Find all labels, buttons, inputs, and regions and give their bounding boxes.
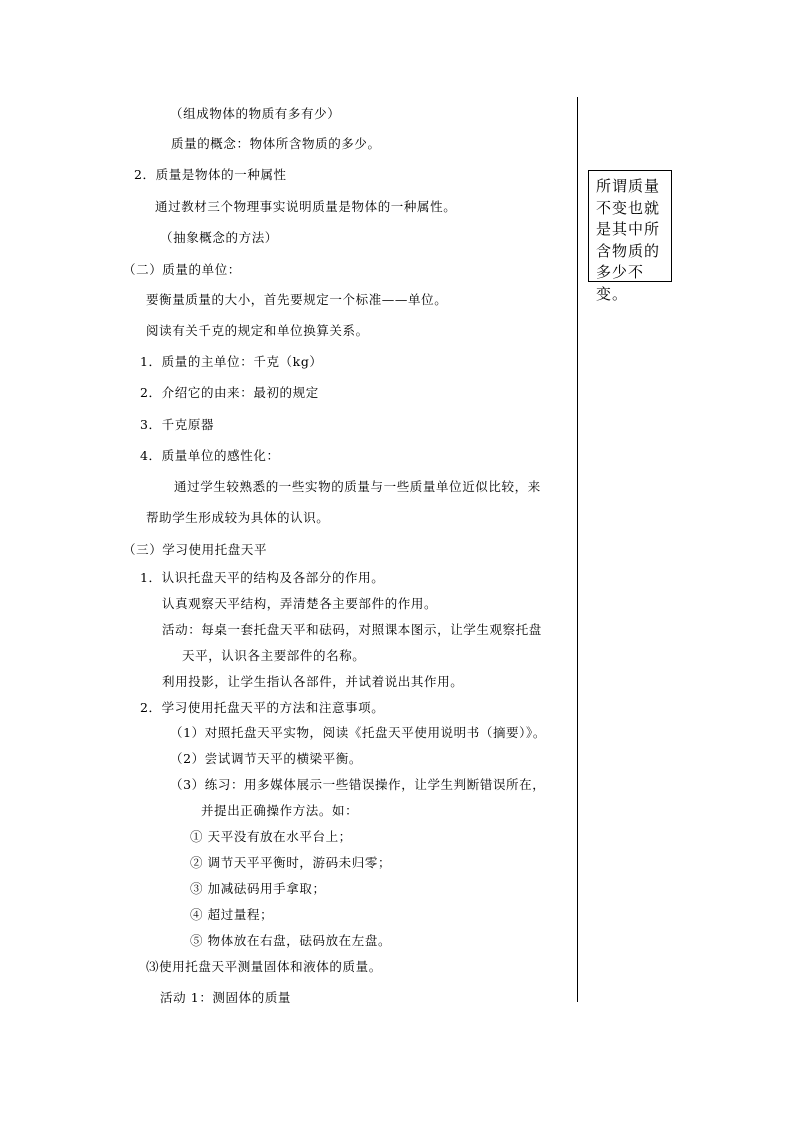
text-line: 通过教材三个物理事实说明质量是物体的一种属性。 [155,199,457,214]
text-line: ⑶使用托盘天平测量固体和液体的质量。 [146,959,382,974]
text-line: （组成物体的物质有多有少） [170,106,341,121]
text-line: （3）练习：用多媒体展示一些错误操作，让学生判断错误所在， [170,777,546,792]
text-line: 活动 1：测固体的质量 [160,990,292,1005]
text-line: 通过学生较熟悉的一些实物的质量与一些质量单位近似比较，来 [174,479,541,494]
text-line: 要衡量质量的大小，首先要规定一个标准——单位。 [146,292,448,307]
text-line: 2．介绍它的由来：最初的规定 [140,385,319,400]
text-line: （1）对照托盘天平实物，阅读《托盘天平使用说明书（摘要）》。 [170,725,546,740]
text-line: 活动：每桌一套托盘天平和砝码，对照课本图示，让学生观察托盘 [162,622,542,637]
text-line: 并提出正确操作方法。如： [201,803,359,818]
text-line: 认真观察天平结构，弄清楚各主要部件的作用。 [162,596,438,611]
text-line: 1．质量的主单位：千克（kg） [140,354,323,369]
text-line: 质量的概念：物体所含物质的多少。 [171,136,381,151]
text-line: 天平，认识各主要部件的名称。 [182,648,366,663]
list-item: ④ 超过量程； [190,907,274,922]
text-line: 3．千克原器 [140,417,215,432]
text-line: 2．质量是物体的一种属性 [134,167,287,182]
text-line: 2．学习使用托盘天平的方法和注意事项。 [140,700,385,715]
column-divider [577,97,578,1002]
list-item: ① 天平没有放在水平台上； [190,829,352,844]
section-heading: （二）质量的单位： [123,262,241,277]
text-line: 4．质量单位的感性化： [140,448,280,463]
text-line: 帮助学生形成较为具体的认识。 [146,510,330,525]
section-heading: （三）学习使用托盘天平 [123,542,268,557]
text-line: （抽象概念的方法） [160,230,278,245]
text-line: 1．认识托盘天平的结构及各部分的作用。 [140,570,385,585]
list-item: ② 调节天平平衡时，游码未归零； [190,855,392,870]
text-line: 利用投影，让学生指认各部件，并试着说出其作用。 [162,674,464,689]
text-line: （2）尝试调节天平的横梁平衡。 [170,751,362,766]
text-line: 阅读有关千克的规定和单位换算关系。 [146,323,369,338]
side-note: 所谓质量不变也就是其中所含物质的多少不变。 [588,170,672,282]
list-item: ⑤ 物体放在右盘，砝码放在左盘。 [190,933,392,948]
list-item: ③ 加减砝码用手拿取； [190,881,326,896]
